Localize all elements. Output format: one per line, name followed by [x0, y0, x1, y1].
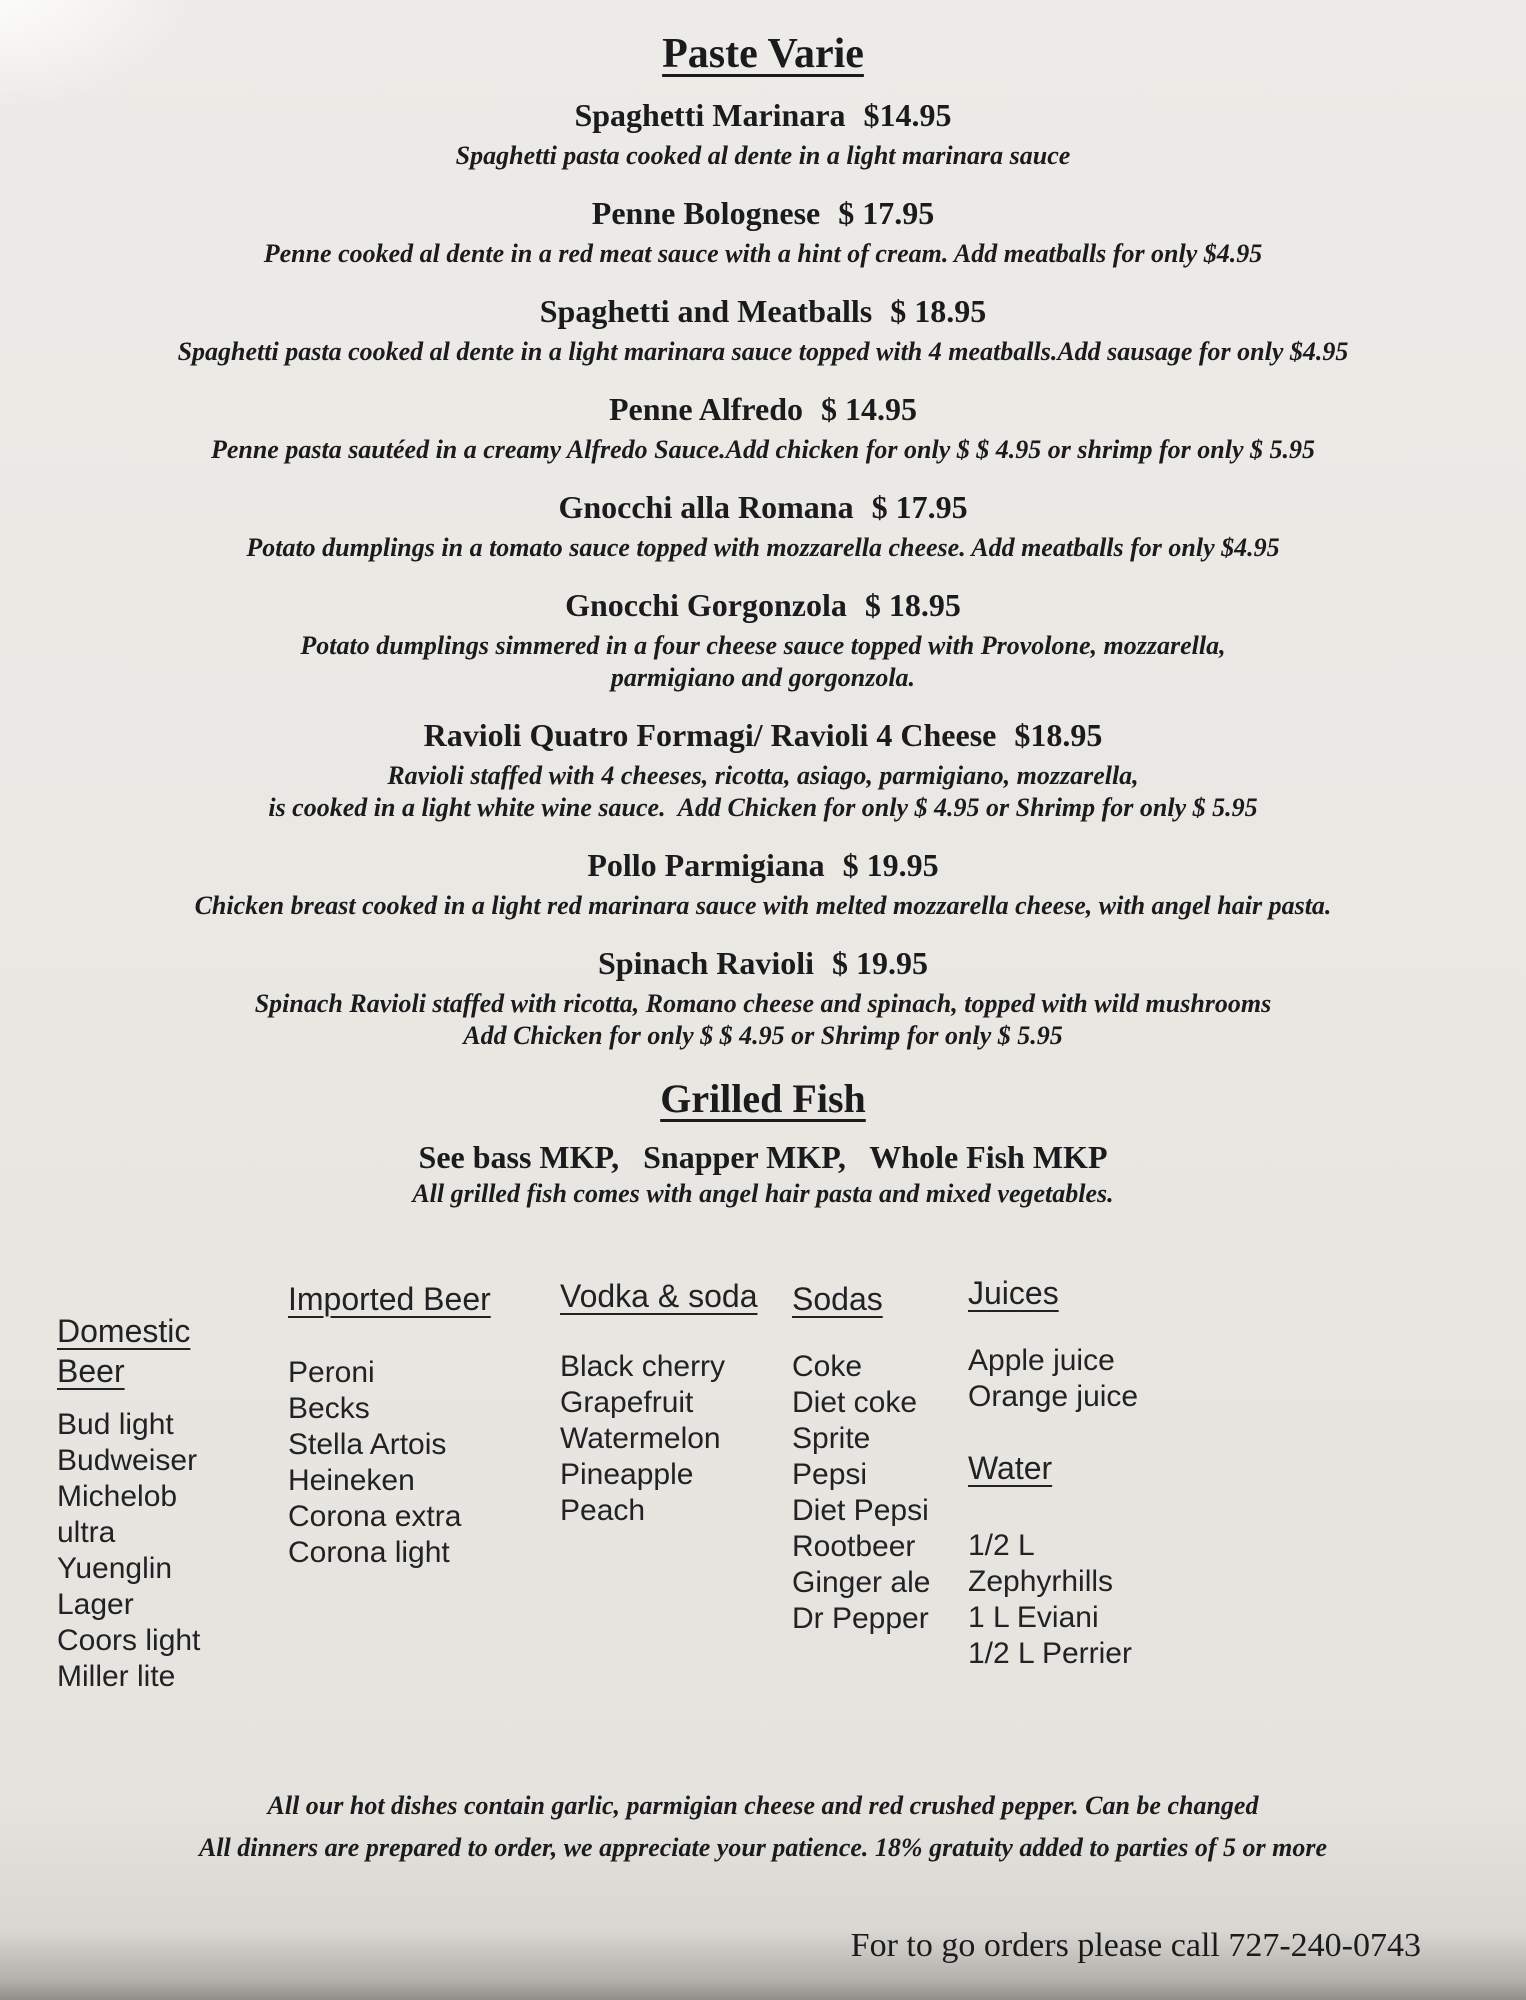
menu-item-desc: Penne pasta sautéed in a creamy Alfredo Sauce.Add chicken for only $ $ 4.95 or shrimp for only $ 5.95 — [210, 435, 1316, 464]
menu-item-spaghetti-meatballs — [0, 292, 1526, 368]
menu-item-name: Spinach Ravioli — [597, 945, 815, 981]
drink-item: Ginger ale — [792, 1566, 931, 1599]
drink-column-vodka-soda — [560, 1276, 800, 1529]
drink-column-header: Vodka & soda — [560, 1278, 758, 1314]
drink-item: 1/2 L — [968, 1529, 1035, 1562]
menu-item-desc: is cooked in a light white wine sauce. Add Chicken for only $ 4.95 or Shrimp for only $ 5.95 — [268, 793, 1258, 822]
menu-item-pollo-parmigiana — [0, 846, 1526, 922]
footer-note: All dinners are prepared to order, we appreciate your patience. 18% gratuity added to parties of 5 or more — [198, 1833, 1328, 1862]
drink-column-header: Water — [968, 1450, 1053, 1486]
drink-item: Becks — [288, 1392, 370, 1425]
menu-item-desc: Potato dumplings simmered in a four cheese sauce topped with Provolone, mozzarella, — [300, 631, 1226, 660]
menu-item-name: Spaghetti and Meatballs — [539, 293, 873, 329]
menu-item-desc: Potato dumplings in a tomato sauce topped with mozzarella cheese. Add meatballs for only $4.95 — [246, 533, 1280, 562]
drink-item: 1 L Eviani — [968, 1601, 1099, 1634]
drink-item: Yuenglin — [57, 1552, 173, 1585]
drink-item: Watermelon — [560, 1422, 721, 1455]
menu-item-ravioli-4-cheese — [0, 716, 1526, 824]
drink-column-header: Sodas — [792, 1281, 883, 1317]
drink-item: Grapefruit — [560, 1386, 694, 1419]
menu-item-spinach-ravioli — [0, 944, 1526, 1052]
drink-item: Peach — [560, 1494, 646, 1527]
pasta-section-title-text: Paste Varie — [662, 31, 864, 77]
drink-items-list — [968, 1528, 1218, 1672]
footer-notes — [0, 1785, 1526, 1869]
menu-item-price: $ 19.95 — [842, 847, 939, 883]
drink-items-list — [560, 1349, 800, 1529]
drink-item: Heineken — [288, 1464, 415, 1497]
menu-item-name: Ravioli Quatro Formagi/ Ravioli 4 Cheese — [423, 717, 997, 753]
menu-item-spaghetti-marinara — [0, 96, 1526, 172]
drink-column-sodas — [792, 1279, 982, 1637]
drinks-section — [0, 1270, 1526, 1693]
drink-item: Miller lite — [57, 1660, 176, 1693]
menu-item-price: $ 14.95 — [821, 391, 918, 427]
menu-item-name: Penne Alfredo — [608, 391, 804, 427]
menu-item-name: Penne Bolognese — [591, 195, 821, 231]
drink-group-water — [968, 1448, 1218, 1672]
menu-item-price: $18.95 — [1014, 717, 1103, 753]
drink-item: Michelob — [57, 1480, 178, 1513]
menu-item-desc: Spaghetti pasta cooked al dente in a light marinara sauce — [455, 141, 1071, 170]
drink-item: Lager — [57, 1588, 134, 1621]
grilled-fish-note: All grilled fish comes with angel hair pasta and mixed vegetables. — [412, 1179, 1114, 1208]
drink-item: Pepsi — [792, 1458, 868, 1491]
menu-item-gnocchi-romana — [0, 488, 1526, 564]
menu-item-desc: Chicken breast cooked in a light red marinara sauce with melted mozzarella cheese, with angel hair pasta. — [194, 891, 1332, 920]
menu-item-desc: Spaghetti pasta cooked al dente in a light marinara sauce topped with 4 meatballs.Add sausage for only $4.95 — [177, 337, 1349, 366]
drink-column-imported-beer — [288, 1279, 543, 1571]
drink-column-domestic-beer — [57, 1311, 257, 1695]
drink-column-header: Domestic Beer — [57, 1313, 191, 1389]
menu-item-gnocchi-gorgonzola — [0, 586, 1526, 694]
drink-item: Diet Pepsi — [792, 1494, 929, 1527]
drink-item: Orange juice — [968, 1380, 1139, 1413]
menu-item-name: Gnocchi alla Romana — [558, 489, 854, 525]
menu-item-desc: Add Chicken for only $ $ 4.95 or Shrimp for only $ 5.95 — [463, 1021, 1063, 1050]
drink-item: Corona extra — [288, 1500, 462, 1533]
drink-item: Coors light — [57, 1624, 201, 1657]
menu-item-desc: Ravioli staffed with 4 cheeses, ricotta, asiago, parmigiano, mozzarella, — [387, 761, 1139, 790]
drink-item: Corona light — [288, 1536, 450, 1569]
drink-items-list — [968, 1343, 1218, 1415]
drink-item: ultra — [57, 1516, 116, 1549]
drink-items-list — [57, 1407, 257, 1695]
drink-column-juices-water — [968, 1273, 1218, 1672]
drink-item: Budweiser — [57, 1444, 198, 1477]
drink-item: Pineapple — [560, 1458, 694, 1491]
drink-column-header: Imported Beer — [288, 1281, 491, 1317]
menu-item-desc: Spinach Ravioli staffed with ricotta, Romano cheese and spinach, topped with wild mushrooms — [254, 989, 1272, 1018]
menu-item-price: $ 17.95 — [871, 489, 968, 525]
drink-column-header: Juices — [968, 1275, 1059, 1311]
menu-item-price: $ 18.95 — [864, 587, 961, 623]
drink-item: Bud light — [57, 1408, 174, 1441]
pasta-section-title — [0, 0, 1526, 78]
drink-item: Sprite — [792, 1422, 871, 1455]
drink-item: Diet coke — [792, 1386, 918, 1419]
grilled-fish-items-line: See bass MKP, Snapper MKP, Whole Fish MKP — [418, 1139, 1108, 1175]
menu-item-price: $14.95 — [863, 97, 952, 133]
menu-item-penne-alfredo — [0, 390, 1526, 466]
drink-item: Rootbeer — [792, 1530, 916, 1563]
drink-items-list — [792, 1349, 982, 1637]
drink-item: Apple juice — [968, 1344, 1115, 1377]
menu-item-price: $ 17.95 — [838, 195, 935, 231]
menu-item-name: Spaghetti Marinara — [574, 97, 846, 133]
menu-item-price: $ 18.95 — [890, 293, 987, 329]
drink-item: 1/2 L Perrier — [968, 1637, 1132, 1670]
drink-item: Peroni — [288, 1356, 375, 1389]
menu-item-price: $ 19.95 — [832, 945, 929, 981]
grilled-fish-title-text: Grilled Fish — [660, 1076, 866, 1121]
menu-item-penne-bolognese — [0, 194, 1526, 270]
drink-item: Black cherry — [560, 1350, 726, 1383]
drink-item: Stella Artois — [288, 1428, 447, 1461]
grilled-fish-section-title — [0, 1074, 1526, 1124]
togo-phone-line: For to go orders please call 727-240-0743 — [850, 1927, 1421, 1964]
drink-items-list — [288, 1355, 543, 1571]
footer-note: All our hot dishes contain garlic, parmigian cheese and red crushed pepper. Can be changed — [267, 1791, 1259, 1820]
drink-item: Dr Pepper — [792, 1602, 929, 1635]
menu-item-name: Pollo Parmigiana — [587, 847, 825, 883]
menu-item-name: Gnocchi Gorgonzola — [565, 587, 847, 623]
drink-item: Zephyrhills — [968, 1565, 1114, 1598]
menu-item-desc: parmigiano and gorgonzola. — [610, 663, 916, 692]
menu-item-desc: Penne cooked al dente in a red meat sauce with a hint of cream. Add meatballs for only $4.95 — [263, 239, 1263, 268]
drink-item: Coke — [792, 1350, 863, 1383]
